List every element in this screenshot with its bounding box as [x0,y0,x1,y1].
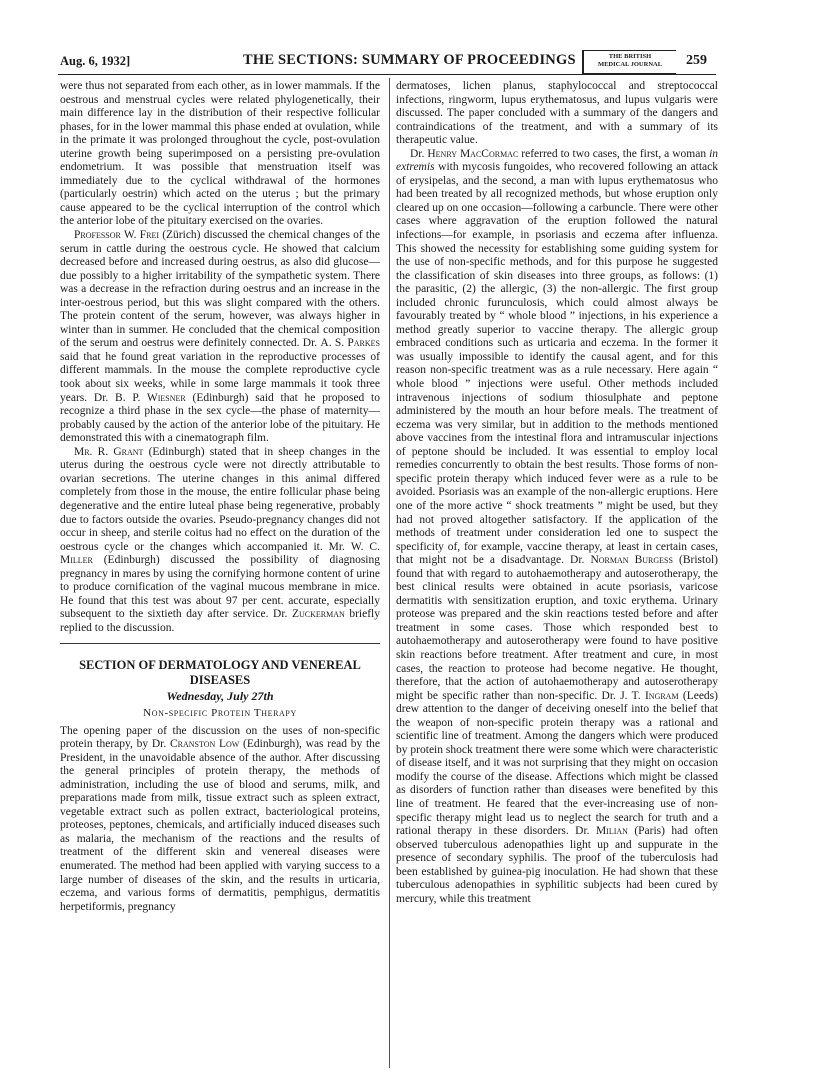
paragraph: The opening paper of the discussion on the uses of non-specific protein therapy, by Dr. Cranston Low (Edinburgh), was read by the President, in the unavoidable absence of the author. After discussing the general principles of protein therapy, the methods of administration, including the use of blood and serums, milk, and preparations made from milk, tissue extract such as spleen extract, vegetable extract such as pollen extract, bacteriological proteins, proteoses, peptones, chemicals, and artificially induced diseases such as malaria, the mechanism of the reactions and the results of treatment of the different skin and venereal diseases were enumerated. The method had been applied with varying success to a large number of diseases of the skin, and the results in urticaria, eczema, and various forms of dermatitis, pemphigus, dermatitis herpetiformis, pregnancy [60,724,381,913]
journal-line-2: MEDICAL JOURNAL [597,61,663,68]
page-number: 259 [686,53,707,68]
column-divider [389,78,390,1068]
paragraph: Dr. Henry MacCormac referred to two cases, the first, a woman in extremis with mycosis fungoides, who recovered following an attack of erysipelas, and the second, a man with lupus erythematosus who had been treated by all recognized methods, but whose eruption only cleared up on one occasion—following a carbuncle. There were other cases where aggravation of the eruption followed the natural infections—for example, in psoriasis and eczema after influenza. This showed the necessity for establishing some guiding system for the use of non-specific methods, and for this purpose he suggested the classification of skin diseases into three groups, as follows: (1) the parasitic, (2) the allergic, (3) the non-allergic. The first group included chronic furunculosis, which could almost always be favourably treated by “ whole blood ” injections, in his experience a method greatly superior to vaccine therapy. The allergic group embraced conditions such as urticaria and eczema. In the former it was usually impossible to identify the causal agent, and for this reason non-specific treatment was as a rule necessary. Here again “ whole blood ” injections were useful. Other methods included intravenous injections of sodium thiosulphate and peptone administered by the mouth an hour before meals. The treatment of eczema was very similar, but in addition to the methods mentioned above vaccines from the intestinal flora and intramuscular injections of peptone should be included. It was essential to employ local remedies concurrently to obtain the best results. Those forms of non-specific protein therapy which induced fever were as a rule to be avoided. Psoriasis was an example of the non-allergic eruptions. Here one of the more active “ shock treatments ” might be used, but they had not proved altogether satisfactory. If the application of the methods of treatment under consideration led one to suspect the specificity of, for example, vaccine therapy, at least in certain cases, that might not be a disadvantage. Dr. Norman Burgess (Bristol) found that with regard to autohaemotherapy and autoserotherapy, the best clinical results were obtained in acute psoriasis, varicose dermatitis with sensitization eruption, and toxic erythema. Urinary proteose was prepared and the skin reactions tested before and after treatment in some cases. Those which responded best to autohaemotherapy and autoserotherapy were found to have positive skin reactions before treatment. After treatment and cure, in most cases, the reaction to proteose had become negative. He thought, therefore, that the action of autohaemotherapy and autoserotherapy might be specific rather than non-specific. Dr. J. T. Ingram (Leeds) drew attention to the danger of deceiving oneself into the belief that the weapon of non-specific protein therapy was a rational and scientific line of treatment. Among the dangers which were produced by protein shock treatment there were some which were characteristic of disease itself, and it was not surprising that they might on occasion modify the course of the disease. Affections which might be classed as disorders of function rather than diseases were benefited by this line of treatment. He feared that the ever-increasing use of non-specific therapy might lead us to neglect the search for truth and a rational therapy in these disorders. Dr. Milian (Paris) had often observed tuberculous adenopathies light up and suppurate in the presence of secondary syphilis. The proof of the tuberculosis had been established by guinea-pig inoculation. He had shown that these tuberculous adenopathies in syphilitic subjects had been cured by mercury, while this treatment [396,147,719,905]
paragraph: Mr. R. Grant (Edinburgh) stated that in sheep changes in the uterus during the oestrous cycle were not directly attributable to ovarian secretions. The uterine changes in this animal differed completely from those in the mouse, the entire follicular phase being degenerative and the entire luteal phase being regenerative, probably due to factors outside the ovaries. Pseudo-pregnancy changes did not occur in sheep, and sterile coitus had no effect on the duration of the oestrous cycle or the changes which accompanied it. Mr. W. C. Miller (Edinburgh) discussed the possibility of diagnosing pregnancy in mares by using the cornifying hormone content of urine to produce cornification of the vaginal mucous membrane in mice. He found that this test was about 97 per cent. accurate, especially subsequent to the sixtieth day after service. Dr. Zuckerman briefly replied to the discussion. [60,445,380,634]
journal-line-1: THE BRITISH [608,53,652,60]
paragraph: were thus not separated from each other, as in lower mammals. If the oestrous and menstrual cycles were related phylogenetically, their main difference lay in the distribution of their respective follicular phases, for in the lower mammal this phase ended at ovulation, while in the primate it was prolonged throughout the cycle, post-ovulation uterine growth being superimposed on a persisting pre-ovulation endometrium. It was possible that menstruation itself was immediately due to the cyclical withdrawal of the hormones (particularly oestrin) which acted on the uterus ; but the primary cause appeared to be the cyclical interruption of the control which the anterior lobe of the pituitary exercised on the ovaries. [60,80,380,228]
section-subtitle: Non-specific Protein Therapy [143,706,297,719]
issue-date: Aug. 6, 1932] [60,54,131,68]
paragraph: dermatoses, lichen planus, staphylococcal and streptococcal infections, ringworm, lupus erythematosus, and lupus vulgaris were discussed. The paper concluded with a summary of the dangers and contraindications of the treatment, and with a summary of its therapeutic value. [396,80,718,147]
running-header [58,50,716,75]
left-column [60,80,380,914]
running-title: THE SECTIONS: SUMMARY OF PROCEEDINGS [243,52,576,68]
section-heading: SECTION OF DERMATOLOGY AND VENEREAL DISEASES [79,658,361,687]
paragraph: Professor W. Frei (Zürich) discussed the chemical changes of the serum in cattle during the oestrous cycle. He showed that calcium decreased before and increased during oestrus, as also did glucose—due possibly to a higher irritability of the sympathetic system. There was a decrease in the refraction during oestrus and an increase in the inter-oestrous period, but this was slight compared with the others. The protein content of the serum, however, was always higher in winter than in summer. He concluded that the chemical composition of the serum and oestrus were definitely connected. Dr. A. S. Parkes said that he found great variation in the reproductive processes of different mammals. In the mouse the complete reproductive cycle took about six weeks, while in some large mammals it took three years. Dr. B. P. Wiesner (Edinburgh) said that he proposed to recognize a third phase in the sex cycle—the phase of maternity—probably caused by the action of the anterior lobe of the pituitary. He demonstrated this with a cinematograph film. [60,229,381,445]
right-column [396,80,718,906]
journal-masthead [582,50,676,74]
section-date: Wednesday, July 27th [166,689,274,704]
section-rule [60,643,380,644]
